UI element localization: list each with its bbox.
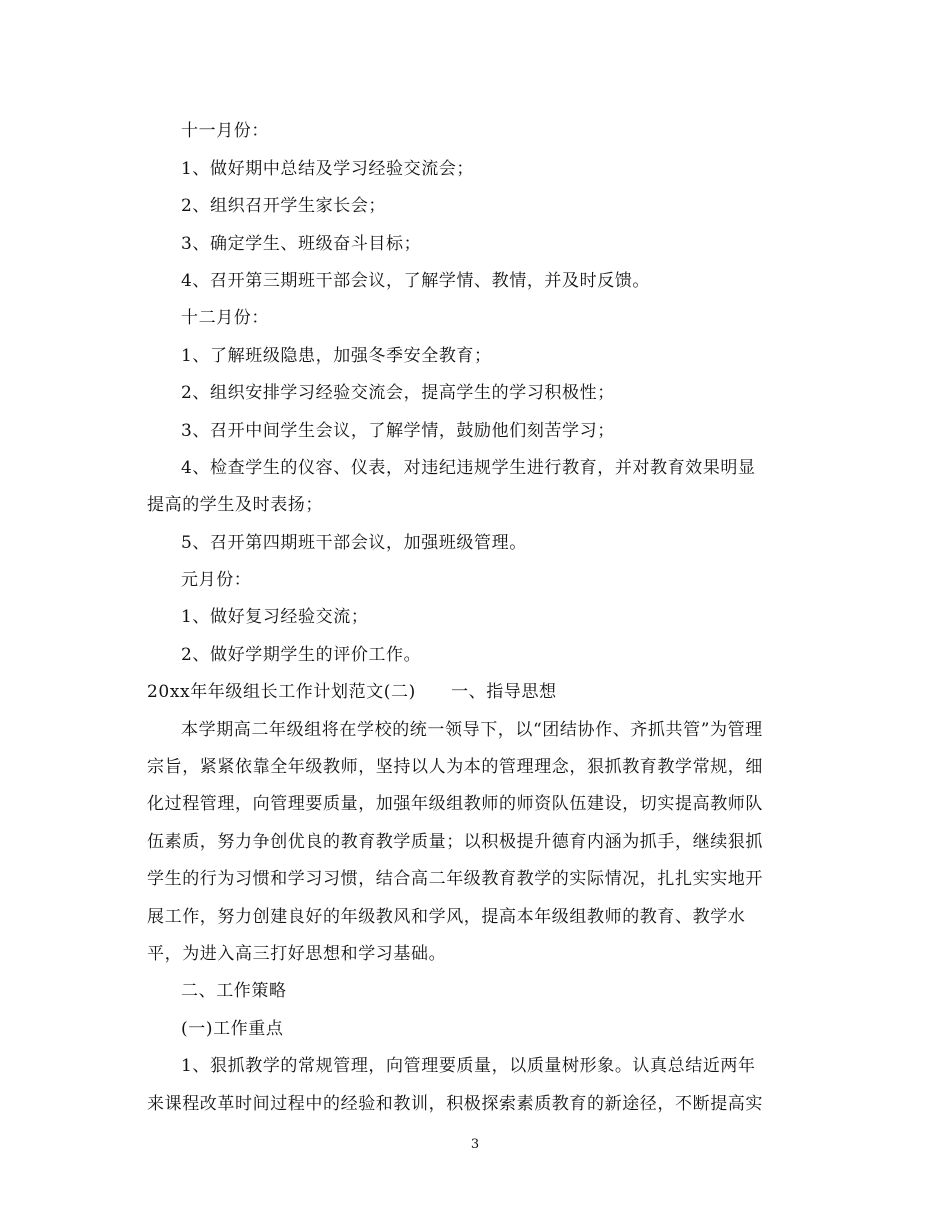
text-line: 3、确定学生、班级奋斗目标； (181, 234, 422, 254)
text-line: 伍素质，努力争创优良的教育教学质量；以积极提升德育内涵为抓手，继续狠抓 (147, 832, 763, 852)
text-line: 十二月份： (181, 308, 269, 328)
text-line: 展工作，努力创建良好的年级教风和学风，提高本年级组教师的教育、教学水 (147, 907, 746, 927)
text-line: 化过程管理，向管理要质量，加强年级组教师的师资队伍建设，切实提高教师队 (147, 794, 763, 814)
text-line: 2、组织安排学习经验交流会，提高学生的学习积极性； (181, 383, 615, 403)
section-title-line: 20xx年年级组长工作计划范文(二) 一、指导思想 (147, 682, 557, 702)
text-line: 4、召开第三期班干部会议，了解学情、教情，并及时反馈。 (181, 271, 651, 291)
subheading-line: (一)工作重点 (181, 1019, 284, 1039)
text-line: 来课程改革时间过程中的经验和教训，积极探索素质教育的新途径，不断提高实 (147, 1094, 763, 1114)
text-line: 学生的行为习惯和学习习惯，结合高二年级教育教学的实际情况，扎扎实实地开 (147, 869, 763, 889)
text-line: 元月份： (181, 570, 252, 590)
text-line: 2、组织召开学生家长会； (181, 196, 387, 216)
text-line: 提高的学生及时表扬； (147, 495, 323, 515)
text-line: 十一月份： (181, 121, 269, 141)
text-line: 本学期高二年级组将在学校的统一领导下，以“团结协作、齐抓共管”为管理 (181, 720, 763, 740)
text-line: 1、做好复习经验交流； (181, 607, 369, 627)
text-line: 1、狠抓教学的常规管理，向管理要质量，以质量树形象。认真总结近两年 (181, 1056, 756, 1076)
text-line: 2、做好学期学生的评价工作。 (181, 645, 422, 665)
heading-line: 二、工作策略 (181, 981, 287, 1001)
text-line: 宗旨，紧紧依靠全年级教师，坚持以人为本的管理理念，狠抓教育教学常规，细 (147, 757, 763, 777)
text-line: 1、做好期中总结及学习经验交流会； (181, 159, 475, 179)
text-line: 4、检查学生的仪容、仪表，对违纪违规学生进行教育，并对教育效果明显 (181, 458, 756, 478)
text-line: 平，为进入高三打好思想和学习基础。 (147, 944, 447, 964)
text-line: 1、了解班级隐患，加强冬季安全教育； (181, 346, 492, 366)
text-line: 3、召开中间学生会议，了解学情，鼓励他们刻苦学习； (181, 421, 615, 441)
page-number: 3 (470, 1137, 480, 1152)
text-line: 5、召开第四期班干部会议，加强班级管理。 (181, 533, 527, 553)
